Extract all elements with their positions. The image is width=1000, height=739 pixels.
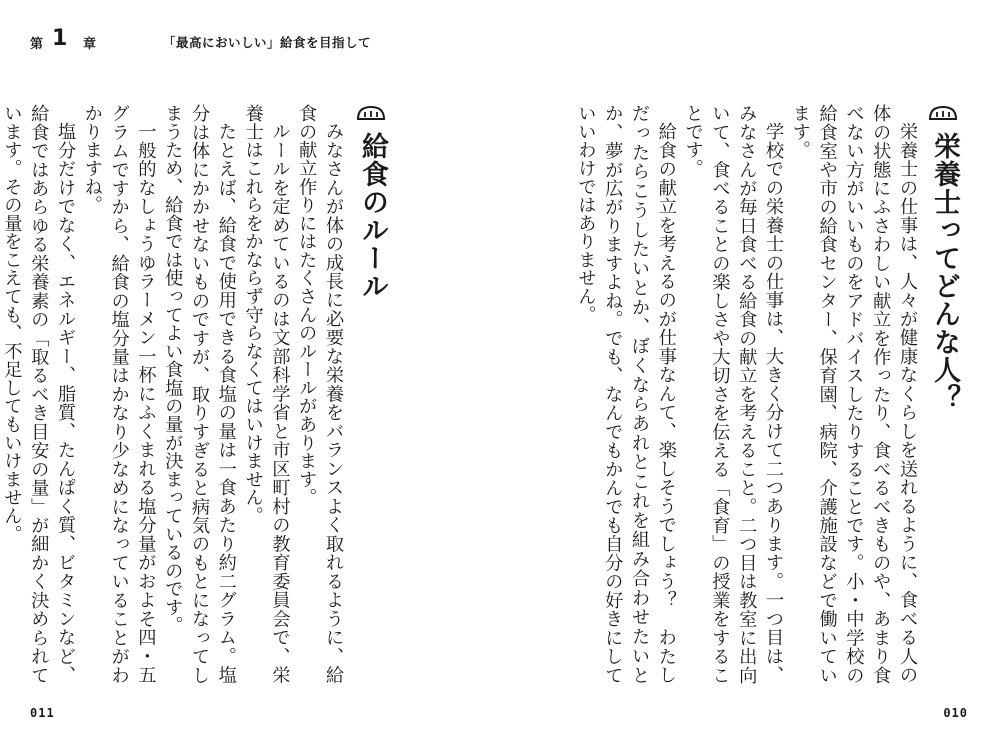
section-heading: 給食のルール xyxy=(357,132,388,300)
section-heading-block xyxy=(922,104,966,684)
section-heading-block xyxy=(350,104,394,684)
paragraph: 給食の献立を考えるのが仕事なんて、楽しそうでしょう？ わたしだったらこうしたいとか、ぼくならあれとこれを組み合わせたいとか、夢が広がりますよね。でも、なんでもかんでも自分の好きにしていいわけではありません。 xyxy=(575,104,677,684)
bread-icon xyxy=(928,104,958,122)
chapter-suffix: 章 xyxy=(83,37,97,52)
running-title: 「最高においしい」給食を目指して xyxy=(163,35,372,50)
chapter-label: 第 xyxy=(30,37,44,52)
section-heading: 栄養士ってどんな人？ xyxy=(929,132,960,412)
paragraph: 塩分だけでなく、エネルギー、脂質、たんぱく質、ビタミンなど、給食ではあらゆる栄養素の「取るべき目安の量」が細かく決められています。その量をこえても、不足してもいけません。 xyxy=(1,104,77,684)
section-body xyxy=(572,104,920,684)
section-nutritionist xyxy=(575,104,966,684)
paragraph: たとえば、給食で使用できる食塩の量は一食あたり約二グラム。塩分は体にかかせないものですが、取りすぎると病気のもとになってしまうため、給食では使ってよい食塩の量が決まっているのです。 xyxy=(162,104,237,684)
paragraph: 学校での栄養士の仕事は、大きく分けて二つあります。一つ目は、みなさんが毎日食べる給食の献立を考えること。二つ目は教室に出向いて、食べることの楽しさや大切さを伝える「食育」の授業をすることです。 xyxy=(682,104,785,684)
chapter-number: 1 xyxy=(52,26,68,51)
section-lunch-rules xyxy=(1,104,394,684)
paragraph: 一般的なしょうゆラーメン一杯にふくまれる塩分量がおよそ四・五グラムですから、給食の塩分量はかなり少なめになっていることがわかりますね。 xyxy=(81,104,157,684)
paragraph: みなさんが体の成長に必要な栄養をバランスよく取れるように、給食の献立作りにはたくさんのルールがあります。 xyxy=(296,104,344,684)
bread-icon xyxy=(356,104,386,122)
paragraph: 栄養士の仕事は、人々が健康なくらしを送れるように、食べる人の体の状態にふさわしい献立を作ったり、食べるべきものや、あまり食べない方がいいものをアドバイスしたりすることです。小・中学校の給食室や市の給食センター、保育園、病院、介護施設などで働いています。 xyxy=(789,104,918,684)
paragraph: ルールを定めているのは文部科学省と市区町村の教育委員会で、栄養士はこれらをかならず守らなくてはいけません。 xyxy=(242,104,291,684)
section-body xyxy=(0,104,346,684)
page-number-left: 011 xyxy=(30,706,55,720)
page-number-right: 010 xyxy=(943,706,968,720)
